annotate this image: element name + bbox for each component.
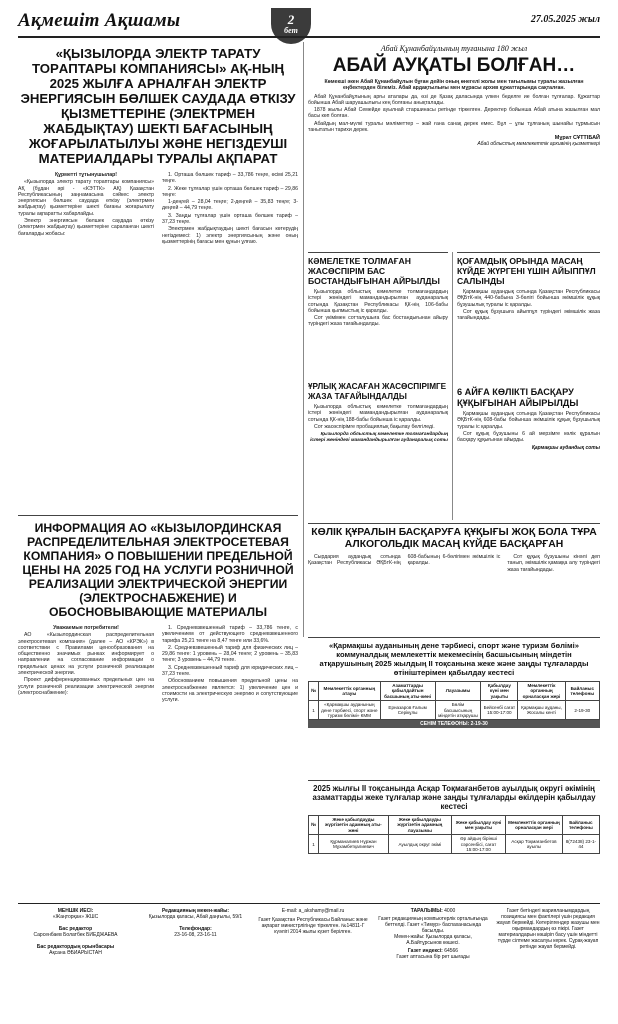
article8-headline: КӨЛІК ҚҰРАЛЫН БАСҚАРУҒА ҚҰҚЫҒЫ ЖОҚ БОЛА ТҰРА АЛКОГОЛЬДІК МАСАҢ КҮЙДЕ БАСҚАРҒАН [311, 527, 597, 550]
table-cell: Ауылдық округ әкімі [388, 835, 451, 854]
article6-headline: ҚОҒАМДЫҚ ОРЫНДА МАСАҢ КҮЙДЕ ЖҮРГЕНІ ҮШІН АЙЫППҰЛ САЛЫНДЫ [457, 256, 596, 286]
schedule-table [308, 681, 600, 720]
imprint-footer [18, 903, 600, 1013]
article3-author: Мұрат СҰТТІБАЙ [554, 135, 600, 142]
imprint-notice-block [496, 908, 600, 950]
table-header: Азаматтарды қабылдайтын басшының аты-жөні [380, 682, 435, 701]
article8-body [308, 554, 600, 573]
table-cell: «Қармақшы ауданының дене тәрбиесі, спорт және туризм бөлімі» КММ [319, 701, 380, 720]
article2-paragraph: Проект дифференцированных предельных цен на услуги розничной реализации электрической энергии (электроснабжение): [18, 677, 154, 696]
table-cell: 2-19-30 [565, 701, 599, 720]
phones-label: Телефондар: [179, 926, 212, 932]
article1-body [18, 172, 298, 472]
article3-author-note: Абай облыстық мемлекеттік архивінің қызметкері [477, 141, 600, 148]
article5-paragraph: Қызылорда облыстық кәмелетке толмағандардың істері жөніндегі мамандандырылған ауданаралық сотында ҚК-нің 188-бабы бойынша іс қаралды. [308, 404, 448, 423]
article-license-revoked [457, 385, 600, 520]
article1-headline: «ҚЫЗЫЛОРДА ЭЛЕКТР ТАРАТУ ТОРAПТАРЫ КОМПАНИЯСЫ» АҚ-НЫҢ 2025 ЖЫЛҒА АРНАЛҒАН ЭЛЕКТР ЭНЕРГИЯСЫН БӨЛШЕК САУДАДА ӨТКІЗУ ҚЫЗМЕТТЕРІНЕ (ЭЛЕКТРМЕН ЖАБДЫҚТАУ) ШЕКТІ БАҒАСЫНЫҢ ЖОҒАРЫЛАТЫЛУЫ ЖӘНЕ НЕГІЗДЕУШІ МАТЕРИАЛДАРЫ ТУРАЛЫ АҚПАРАТ [20, 46, 296, 166]
article-public-drunkenness [457, 252, 600, 382]
editorial-notice: Газет бетіндегі жарияланымдардың позициясы мен фактілері үшін редакция жауап бермейді. Көтерілгендер жазушы мен оқырмандардың өз пікірі. Газет материалдарын көшіріп басу үшін міндетті түрде сілтеме жасалуы керек. Сұрақ-жауап ретінде жауап бермейді. [496, 908, 600, 950]
article-kedt-kazakh [18, 42, 298, 512]
article-rural-district-schedule [308, 780, 600, 900]
article1-paragraph: 3. Заңды тұлғалар үшін орташа бөлшек тариф – 37,23 теңге. [162, 212, 298, 226]
divider [308, 252, 448, 253]
masthead-rule [18, 36, 600, 38]
phones: 23-16-08, 23-16-11 [174, 932, 217, 938]
article7-headline: 6 АЙҒА КӨЛІКТІ БАСҚАРУ ҚҰҚЫҒЫНАН АЙЫРЫЛДЫ [457, 387, 579, 408]
article-drunk-driving [308, 523, 600, 633]
table-header: Жеке қабылдауды жүргізетін адамның лауазымы [388, 816, 451, 835]
article10-headline: 2025 жылғы II тоқсанында Асқар Тоқмағанбетов ауылдық округі әкімінің азаматтарды жеке тұлғалар және заңды тұлғаларды өкілдерін қабылдау кестесі [312, 784, 596, 811]
article4-paragraph: Қызылорда облыстық кәмелетке толмағандардың істері жөніндегі мамандандырылған ауданаралық сотында Қазақстан Республикасы ҚК-нің 106-бабы бойынша қылмыстық іс қаралды. [308, 289, 448, 314]
email: E-mail: a_akshamy@mail.ru [281, 908, 345, 914]
page-number: 2 [287, 12, 295, 27]
article4-headline: КӘМЕЛЕТКЕ ТОЛМАҒАН ЖАСӨСПІРІМ БАС БОСТАНДЫҒЫНАН АЙРЫЛДЫ [308, 256, 440, 286]
article2-paragraph: Обоснованием повышения предельной цены на электроснабжение является: 1) увеличение цен и стоимости на электрическую энергию и сопутствующие услуги. [162, 678, 298, 704]
table-header: Мемлекеттік органның атауы [319, 682, 380, 701]
article2-paragraph: 3. Средневзвешенный тариф для юридических лиц – 37,23 тенге. [162, 664, 298, 678]
owner: «Жаңторқан» ЖШС [52, 914, 99, 920]
newspaper-title: Ақмешіт Ақшамы [18, 10, 181, 31]
column-divider [452, 252, 453, 520]
article3-headline: АБАЙ АУҚАТЫ БОЛҒАН… [332, 55, 576, 76]
address: Қызылорда қаласы, Абай даңғылы, 59/1 [148, 914, 243, 920]
printing-address: Мекен-жайы: Қызылорда қаласы, А.Байтұрсынов көшесі. [394, 934, 472, 946]
article7-source: Қармақшы аудандық соты [531, 445, 600, 452]
index-value: 64566 [444, 948, 459, 954]
distribution: Газет аптасына бір рет шығады [396, 954, 470, 960]
article3-paragraph: Абай Құнанбайұлының арғы аталары да, өзі де Қазақ даласында үлкен беделге ие болған тұлғалар. Құжаттар бойынша Абай шаруашылығы кең болғаны анықталады. [308, 93, 600, 106]
table-cell: Бейсенбі сағат 15:00-17:00 [481, 701, 518, 720]
article7-paragraph: Қармақшы аудандық сотында Қазақстан Республикасы ӘҚБтК-нің 608-бабы бойынша әкімшілік құқық бұзушылық туралы іс қаралды. [457, 411, 600, 430]
table-header: Қабылдау күні мен уақыты [481, 682, 518, 701]
trust-phone-bar: СЕНІМ ТЕЛЕФОНЫ: 2-19-30 [308, 720, 600, 728]
article2-paragraph: 2. Средневзвешенный тариф для физических лиц – 29,86 тенге: 1 уровень – 28,04 тенге; 2 уровень – 35,83 тенге; 3 уровень – 44,79 тенге. [162, 644, 298, 664]
divider [308, 780, 600, 781]
circulation: 4000 [444, 908, 456, 914]
table-header: Жеке қабылдауды жүргізетін адамның аты-жөні [319, 816, 389, 835]
table-header: Мемлекеттік органның орналасқан жері [518, 682, 565, 701]
article5-headline: ҰРЛЫҚ ЖАСАҒАН ЖАСӨСПІРІМГЕ ЖАЗА ТАҒАЙЫНДАЛДЫ [308, 382, 447, 401]
article-juvenile-theft [308, 380, 448, 520]
table-header: № [309, 816, 319, 835]
registration: Газет Қазақстан Республикасы Байланыс және ақпарат министрлігінде тіркелген. №14811-Г күәлігі 2014 жылы күзет берілген. [258, 917, 368, 935]
table-header: Жеке қабылдау күні мен уақыты [451, 816, 505, 835]
divider [457, 252, 600, 253]
article2-headline: ИНФОРМАЦИЯ АО «КЫЗЫЛОРДИНСКАЯ РАСПРЕДЕЛИТЕЛЬНАЯ ЭЛЕКТРОСЕТЕВАЯ КОМПАНИЯ» О ПОВЫШЕНИИ ПРЕДЕЛЬНОЙ ЦЕНЫ НА 2025 ГОД НА УСЛУГИ РОЗНИЧНОЙ РЕАЛИЗАЦИИ ЭЛЕКТРИЧЕСКОЙ ЭНЕРГИИ (ЭЛЕКТРОСНАБЖЕНИЕ) И ОБОСНОВЫВАЮЩИЕ МАТЕРИАЛЫ [22, 521, 294, 619]
divider [308, 637, 600, 638]
table-header: Лауазымы [435, 682, 481, 701]
table-cell: Әр айдың бірінші сәрсенбісі, сағат 15:00-17:00 [451, 835, 505, 854]
article-abai [308, 42, 600, 247]
table-cell: Бөлім басшысының міндетін атқарушы [435, 701, 481, 720]
article-krek-russian [18, 515, 298, 740]
article6-body [457, 289, 600, 321]
article2-paragraph: АО «Кызылординская распределительная электросетевая компания» (далее – АО «КРЭК») в соответствии с Правилами ценообразования на общественно значимых рынках информирует о направлении на согласование информации о предельных ценах на услуги розничной реализации электрической энергии. [18, 632, 154, 677]
article1-greeting: Құрметті тұтынушылар! [54, 172, 117, 178]
article-sport-department-schedule [308, 637, 600, 777]
deputy-editor: Ақсана ӘБИАРЫСТАН [49, 950, 102, 956]
table-header: Байланыс телефоны [565, 682, 599, 701]
imprint-address-block [143, 908, 248, 938]
table-header: Байланыс телефоны [562, 816, 599, 835]
address-label: Редакцияның мекен-жайы: [161, 908, 230, 914]
table-cell: Асқар Тоқмағанбетов ауылы [506, 835, 563, 854]
article1-paragraph: 1. Орташа бөлшек тариф – 33,786 теңге, өсімі 25,21 теңге. [162, 172, 298, 185]
imprint-owner-block [18, 908, 133, 956]
article3-body [308, 94, 600, 134]
article5-paragraph: Сот жасөспірімге пробациялық бақылау белгіледі. [314, 423, 435, 430]
imprint-printing-block [378, 908, 488, 960]
printing: Газет редакцияның компьютерлік орталығында беттелді. Газет «Тимур» баспаханасында басылды. [378, 916, 488, 934]
article2-body [18, 625, 298, 725]
article3-lead: Көмекші әкен Абай Құнанбайұлын бұған дейін оның өнегелі жолы мен тағылымы туралы жазылған еңбектерден білеміз. Абай ардақтылығы мен мұрасы архив құжаттарында сақталған. [324, 79, 584, 92]
article1-paragraph: 1-деңгей – 28,04 теңге; 2-деңгей – 35,83 теңге; 3-деңгей – 44,79 теңге. [162, 199, 298, 212]
table-header-row [309, 682, 600, 701]
article1-paragraph: 2. Жеке тұлғалар үшін орташа бөлшек тариф – 29,86 теңге: [162, 185, 298, 198]
article1-paragraph: Электр энергиясын бөлшек саудада өткізу (электрмен жабдықтау) қызметтеріне сараланған шекті бағаларды жобасы: [18, 218, 154, 237]
deputy-editor-label: Бас редактордың орынбасары [36, 944, 115, 950]
article-juvenile-prison [308, 252, 448, 377]
table-cell: Құрманалиев Нұржан Мұхамбетқалиевич [319, 835, 389, 854]
article3-paragraph: 1878 жылы Абай Семейде ауылнай старшинасы ретінде тіркелген. Деректер бойынша Абай атына жазылған мал басы көп болған. [308, 107, 600, 120]
article8-paragraph: Сырдария аудандық сотында Қазақстан Республикасы ӘҚБтК-нің 608-бабының 6-бөлігімен әкімшілік іс қаралды. [308, 554, 501, 567]
article4-body [308, 289, 448, 328]
divider [18, 515, 298, 516]
masthead [18, 8, 600, 34]
article1-paragraph: «Қызылорда электр тарату торaптары компаниясы» АҚ (бұдан әрі - «КЭТТК» АҚ) Қазақстан Республикасының заңнамасына сәйкес электр энергиясын бөлшек саудада өткізу (электрмен жабдықтау) қызметтеріне шекті бағаны жоғарылату туралы ақпаратты хабарлайды. [18, 179, 154, 217]
issue-date: 27.05.2025 жыл [530, 14, 600, 25]
schedule-table [308, 815, 600, 854]
article6-paragraph: Сот құқық бұзушыға айыппұл түріндегі әкімшілік жаза тағайындады. [457, 308, 600, 322]
circulation-label: ТАРАЛЫМЫ: [410, 908, 443, 914]
article2-paragraph: 1. Средневзвешенный тариф – 33,786 тенге, с увеличением от действующего средневзвешенного тарифа 25,21 тенге на 8,47 тенге или 33,6%. [162, 625, 298, 644]
chief-editor-label: Бас редактор [58, 926, 93, 932]
article3-kicker: Абай Құнанбайұлының туғанына 180 жыл [380, 44, 528, 53]
table-cell: Қармақшы ауданы, Жосалы кенті [518, 701, 565, 720]
column-divider [303, 42, 304, 637]
article2-greeting: Уважаемые потребители! [53, 625, 119, 631]
article9-headline: «Қармақшы ауданының дене тәрбиесі, спорт және туризм бөлімі» коммуналдық мемлекеттік мекемесінің басшысының міндетін атқарушының 2025 жылдың II тоқсанына жеке және заңды тұлғаларды өтініштерімен қабылдау кестесі [319, 641, 589, 677]
owner-label: МЕНШІК ИЕСІ: [57, 908, 94, 914]
page-label: бет [284, 26, 298, 35]
article3-paragraph: Абайдың мал-мүлкі туралы мәліметтер – жай ғана санақ дерек емес. Бұл – ұлы тұлғаның шынайы тұрмысын танытатын тарихи дерек. [308, 120, 600, 134]
table-row [309, 835, 600, 854]
index-label: Газет индексі: [407, 948, 443, 954]
article5-body [308, 404, 448, 430]
imprint-registration-block [258, 908, 368, 935]
table-cell: 1 [309, 701, 319, 720]
article8-paragraph: Сот құқық бұзушыны кінәлі деп танып, әкімшілік қамаққа алу түріндегі жаза тағайындады. [507, 554, 600, 573]
chief-editor: Сарсенбаев Болатбек БИЕДЖАЕВА [33, 932, 118, 938]
table-row [309, 701, 600, 720]
article5-source: Қызылорда облыстық кәмелетке толмағандардың істері жөніндегі мамандандырылған ауданаралық соты [310, 432, 448, 443]
table-header-row [309, 816, 600, 835]
article7-body [457, 411, 600, 443]
table-cell: Ерназаров Ғалым Серікұлы [380, 701, 435, 720]
article7-paragraph: Сот құқық бұзушыны 6 ай мерзімге көлік құралын басқару құқығынан айырды. [457, 430, 600, 444]
table-header: Мемлекеттік органның орналасқан жері [506, 816, 563, 835]
page-number-badge [271, 8, 311, 44]
article4-paragraph: Сот үкімімен сотталушыға бас бостандығынан айыру түріндегі жаза тағайындалды. [308, 315, 448, 328]
article6-paragraph: Қармақшы аудандық сотында Қазақстан Республикасы ӘҚБтК-нің 440-бабына 3-бөлігі бойынша әкімшілік құқық бұзушылық туралы іс қаралды. [457, 289, 600, 308]
article1-paragraph: Электрмен жабдықтаудың шекті бағасын көтерудің негіздемесі: 1) электр энергиясының және оның қызметтерінің бағасы мен құнын ұлғаю. [162, 226, 298, 245]
table-cell: 8(72438) 23-1-44 [562, 835, 599, 854]
divider [308, 523, 600, 524]
table-header: № [309, 682, 319, 701]
table-cell: 1 [309, 835, 319, 854]
